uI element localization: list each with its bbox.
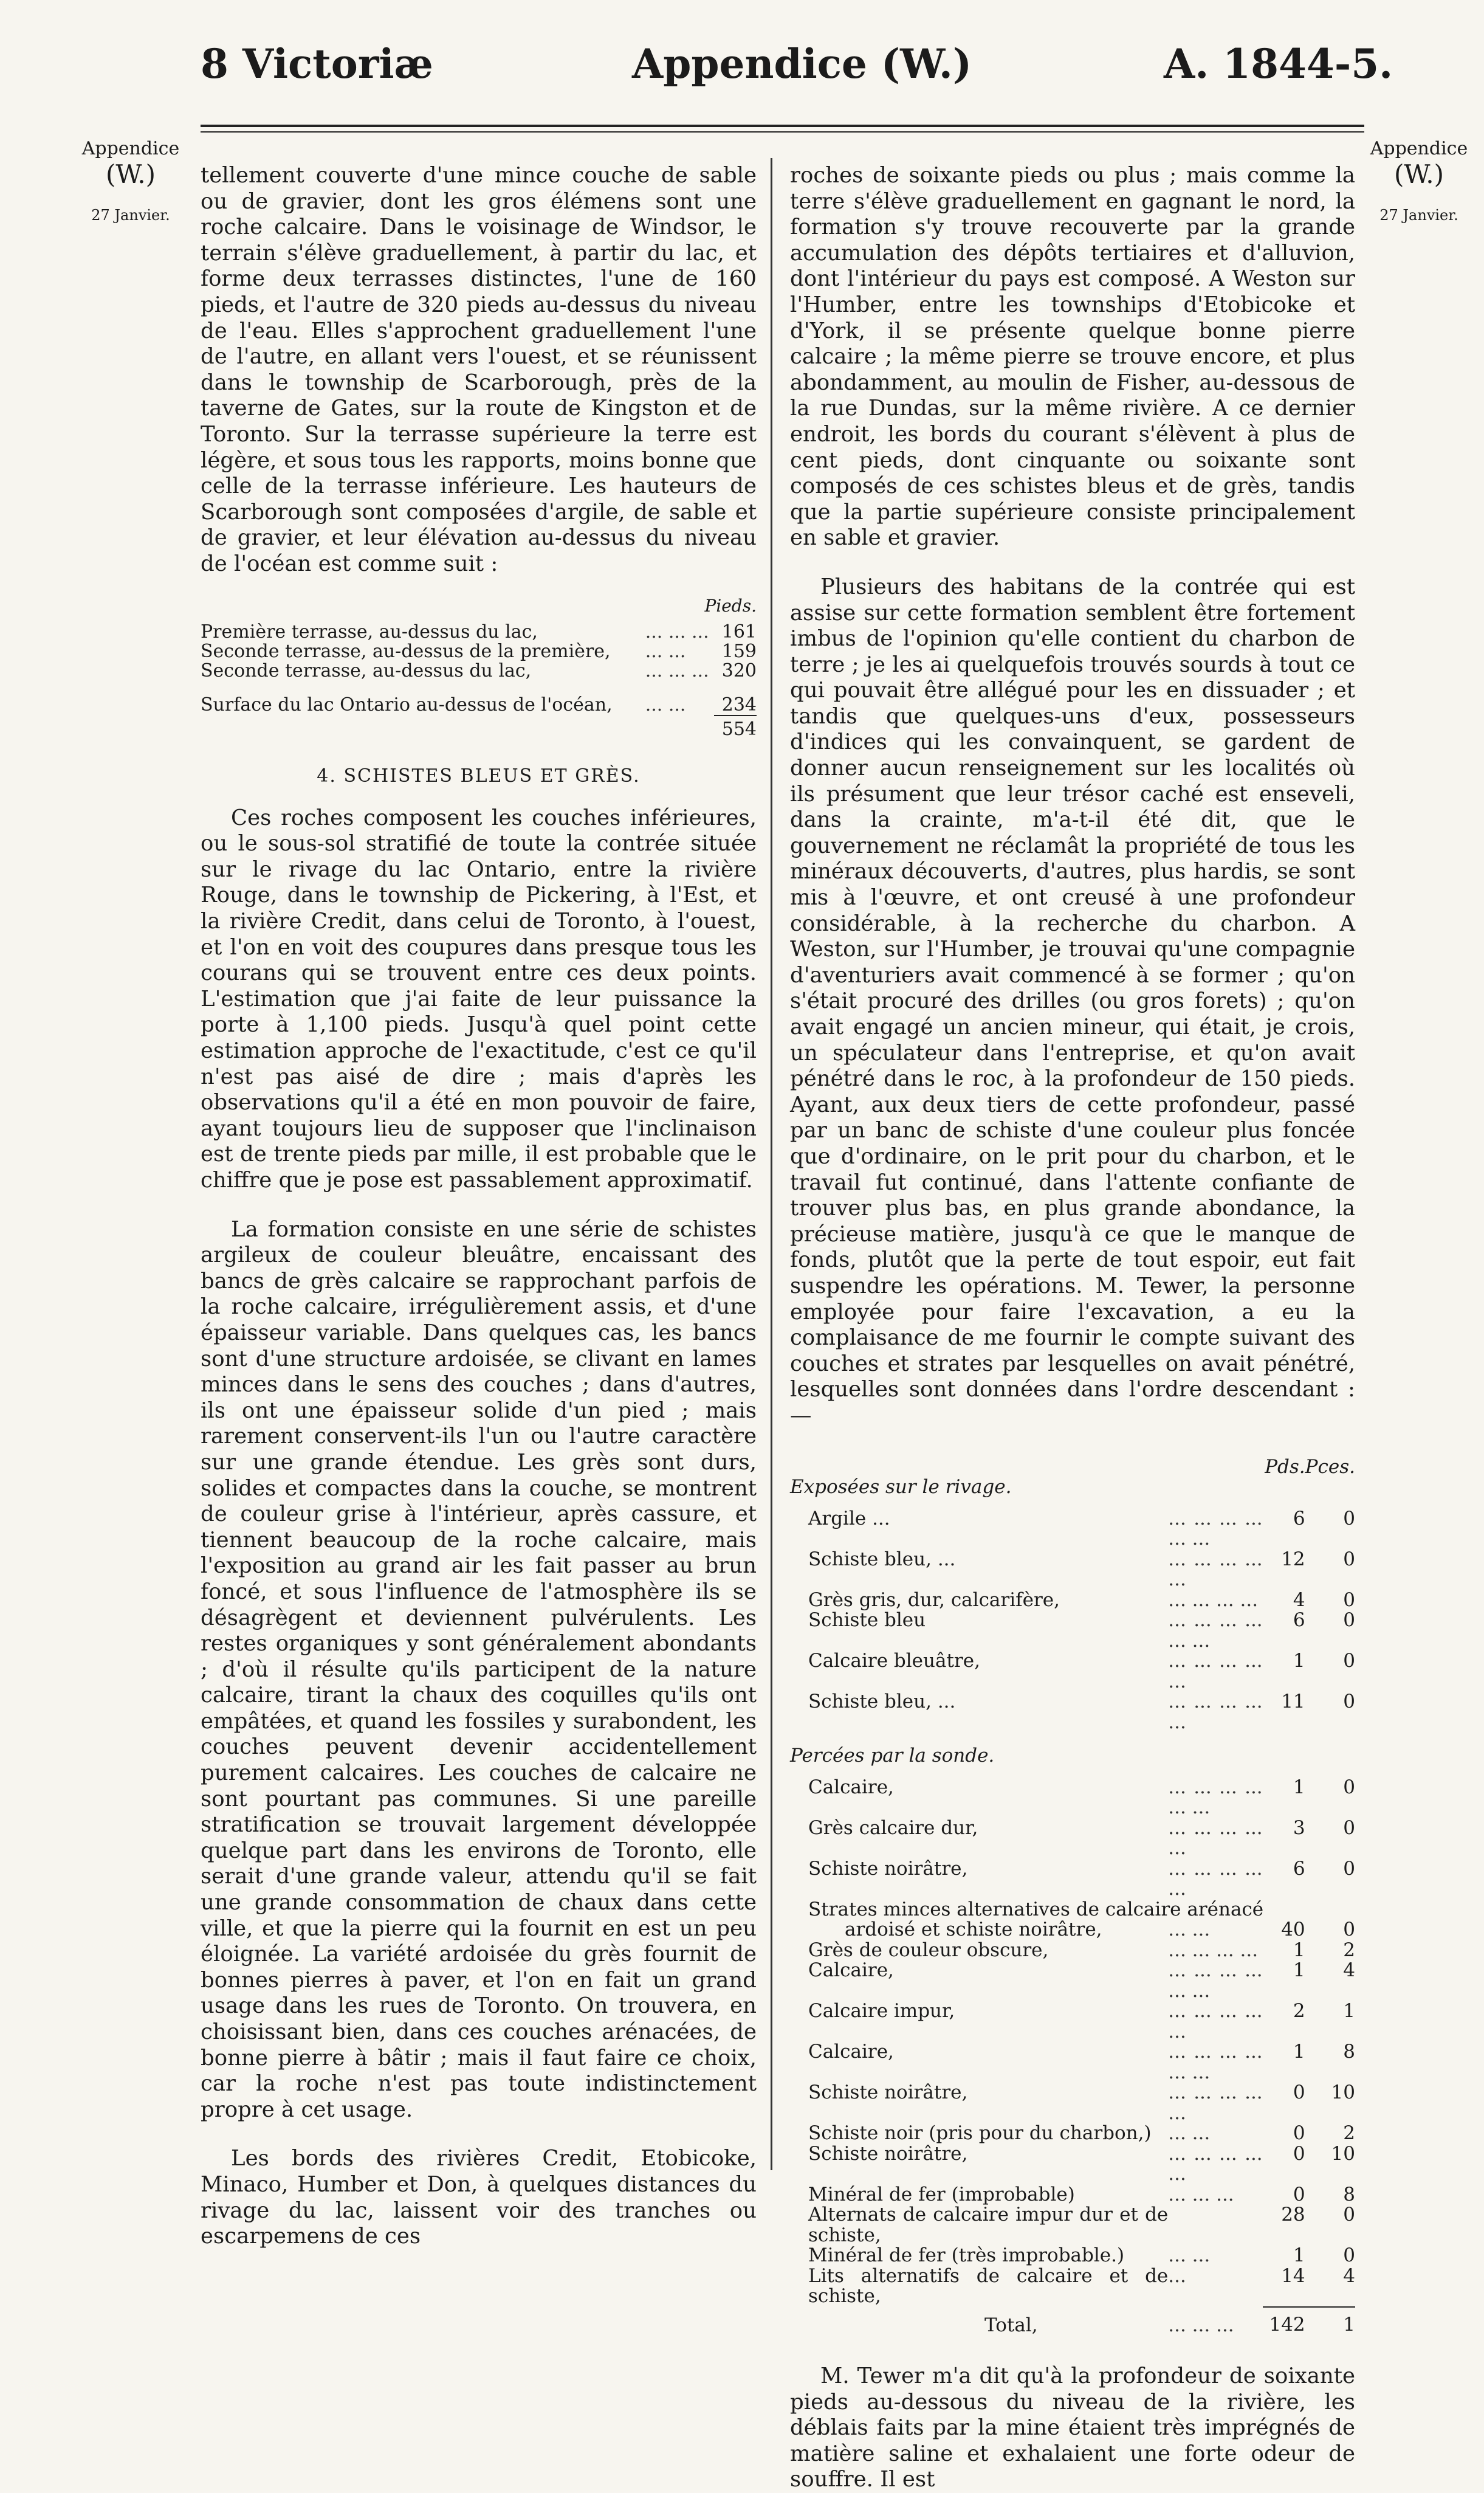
right-column xyxy=(790,163,1355,2493)
row-dots: ... ... ... ... ... xyxy=(1168,2081,1263,2124)
row-inches: 0 xyxy=(1343,1691,1355,1712)
row-label: Calcaire, xyxy=(808,2041,894,2063)
row-label: Minéral de fer (improbable) xyxy=(808,2183,1075,2205)
row-inches: 8 xyxy=(1343,2041,1355,2063)
row-feet: 6 xyxy=(1293,1609,1305,1631)
row-label: Schiste bleu xyxy=(808,1609,926,1631)
row-dots: ... ... ... ... ... ... xyxy=(1168,1507,1263,1550)
section-title: Exposées sur le rivage. xyxy=(790,1476,1012,1498)
table-header-row xyxy=(790,1457,1355,1478)
row-label: Strates minces alternatives de calcaire arénacé xyxy=(808,1898,1264,1920)
row-feet: 12 xyxy=(1281,1548,1305,1570)
col-header-feet: Pds. xyxy=(1265,1455,1305,1478)
row-inches: 0 xyxy=(1343,1650,1355,1672)
row-feet: 6 xyxy=(1293,1507,1305,1529)
row-inches: 0 xyxy=(1343,1548,1355,1570)
table-row xyxy=(201,689,757,715)
table-row-total xyxy=(201,715,757,739)
row-value: 234 xyxy=(721,694,757,716)
row-inches: 10 xyxy=(1331,2142,1355,2165)
col-header-inches: Pces. xyxy=(1305,1455,1355,1478)
row-dots: ... ... ... ... ... xyxy=(1168,2000,1263,2043)
row-dots: ... ... xyxy=(1168,1919,1211,1940)
row-dots: ... ... ... ... ... xyxy=(1168,2142,1263,2185)
row-label: Lits alternatifs de calcaire et de schiste, xyxy=(808,2264,1169,2307)
margin-note-left xyxy=(61,139,201,224)
row-inches: 2 xyxy=(1343,1939,1355,1961)
table-row-total xyxy=(790,2307,1355,2336)
row-dots: ... ... ... ... ... xyxy=(1168,1548,1263,1590)
row-label: Schiste noir (pris pour du charbon,) xyxy=(808,2122,1152,2144)
row-feet: 14 xyxy=(1281,2264,1305,2287)
table-row xyxy=(790,1920,1355,1940)
row-inches: 4 xyxy=(1343,1959,1355,1981)
row-label: Schiste noirâtre, xyxy=(808,2081,968,2103)
margin-label: Appendice xyxy=(1370,138,1468,159)
row-dots: ... ... ... ... ... ... xyxy=(1168,1609,1263,1652)
section-title: Percées par la sonde. xyxy=(790,1745,995,1767)
paragraph: roches de soixante pieds ou plus ; mais comme la terre s'élève graduellement en gagnant le nord, la formation s'y trouve recouverte par la grande accumulation des dépôts tertiaires et d'alluvion, dont l'intérieur du pays est composé. A Weston sur l'Humber, entre les townships d'Etobicoke et d'York, il se présente quelque bonne pierre calcaire ; la même pierre se trouve encore, et plus abondamment, au moulin de Fisher, au-dessous de la rue Dundas, sur la même rivière. A ce dernier endroit, les bords du courant s'élèvent à plus de cent pieds, dont cinquante ou soixante sont composés de ces schistes bleus et de grès, tandis que la partie supérieure consiste principalement en sable et gravier. xyxy=(790,163,1355,551)
header-session: 8 Victoriæ xyxy=(201,40,433,88)
header-appendix: Appendice (W.) xyxy=(632,40,972,88)
row-dots: ... ... xyxy=(645,694,686,716)
row-inches: 4 xyxy=(1343,2264,1355,2287)
row-feet: 28 xyxy=(1281,2204,1305,2226)
row-label: Schiste noirâtre, xyxy=(808,2142,968,2165)
row-inches: 0 xyxy=(1343,1857,1355,1880)
row-feet: 1 xyxy=(1293,2244,1305,2266)
row-inches: 1 xyxy=(1343,2000,1355,2022)
row-inches: 0 xyxy=(1343,1776,1355,1798)
margin-date: 27 Janvier. xyxy=(1379,206,1458,224)
table-row xyxy=(790,2266,1355,2307)
table-row xyxy=(790,1778,1355,1818)
row-total: 554 xyxy=(714,715,757,739)
table-row xyxy=(790,1900,1355,1920)
row-inches: 0 xyxy=(1343,1588,1355,1611)
row-dots: ... ... ... xyxy=(1168,2183,1234,2205)
row-dots xyxy=(1168,2205,1262,2246)
section-heading: 4. SCHISTES BLEUS ET GRÈS. xyxy=(317,765,641,787)
row-dots: ... ... ... ... ... ... xyxy=(1168,1776,1263,1818)
table-row xyxy=(201,622,757,642)
table-row xyxy=(790,2144,1355,2185)
heights-unit-header: Pieds. xyxy=(704,595,757,616)
table-row xyxy=(790,2205,1355,2246)
row-label: Schiste noirâtre, xyxy=(808,1857,968,1880)
row-dots: ... ... ... ... xyxy=(1168,1939,1259,1961)
row-dots: ... ... ... ... ... xyxy=(1168,1650,1263,1692)
row-value: 159 xyxy=(721,641,757,663)
row-feet: 1 xyxy=(1293,1650,1305,1672)
table-row xyxy=(790,2185,1355,2205)
row-feet: 0 xyxy=(1293,2122,1305,2144)
row-label: Calcaire, xyxy=(808,1959,894,1981)
header-year: A. 1844-5. xyxy=(1164,40,1393,88)
header-rule xyxy=(201,125,1364,127)
row-label: Seconde terrasse, au-dessus du lac, xyxy=(201,660,532,682)
table-row xyxy=(790,2246,1355,2266)
header-rule-thin xyxy=(201,131,1364,133)
margin-label: Appendice xyxy=(81,138,180,159)
total-inches: 1 xyxy=(1305,2307,1355,2336)
row-feet: 1 xyxy=(1293,1939,1305,1961)
total-label: Total, xyxy=(984,2314,1038,2336)
paragraph: Les bords des rivières Credit, Etobicoke, Minaco, Humber et Don, à quelques distances du rivage du lac, laissent voir des tranches ou escarpemens de ces xyxy=(201,2146,757,2249)
row-label: Calcaire impur, xyxy=(808,2000,955,2022)
row-feet: 11 xyxy=(1281,1691,1305,1712)
margin-letter: (W.) xyxy=(106,159,156,189)
row-feet: 40 xyxy=(1281,1919,1305,1940)
paragraph: Plusieurs des habitans de la contrée qui est assise sur cette formation semblent être fortement imbus de l'opinion qu'elle contient du charbon de terre ; je les ai quelquefois trouvés sourds à tout ce qui pouvait être allégué pour les en dissuader ; et tandis que quelques-uns d'eux, possesseurs d'indices qui les convainquent, se gardent de donner aucun renseignement sur les localités où ils présument que leur trésor caché est enseveli, dans la crainte, m'a-t-il été dit, que le gouvernement ne réclamât la propriété de tous les minéraux découverts, d'autres, plus hardis, se sont mis à l'œuvre, et ont creusé à une profondeur considérable, à la recherche du charbon. A Weston, sur l'Humber, je trouvai qu'une compagnie d'aventuriers avait commencé à se former ; qu'on s'était procuré des drilles (ou gros forets) ; qu'on avait engagé un ancien mineur, qui était, je crois, un spéculateur dans l'entreprise, et qu'on avait pénétré dans le roc, à la profondeur de 150 pieds. Ayant, aux deux tiers de cette profondeur, passé par un banc de schiste d'une couleur plus foncée que d'ordinaire, on le prit pour du charbon, et le travail fut continué, dans l'attente confiante de trouver plus bas, en plus grande abondance, la précieuse matière, jusqu'à ce que le manque de fonds, plutôt que la perte de tout espoir, eut fait suspendre les opérations. M. Tewer, la personne employée pour faire l'excavation, a eu la complaisance de me fournir le compte suivant des couches et strates par lesquelles on avait pénétré, lesquelles sont données dans l'ordre descendant :— xyxy=(790,574,1355,1428)
table-row xyxy=(790,1859,1355,1900)
row-dots: ... ... ... ... ... ... xyxy=(1168,2041,1263,2083)
row-label: Schiste bleu, ... xyxy=(808,1548,956,1570)
row-dots: ... ... ... ... ... ... xyxy=(1168,1959,1263,2002)
row-label: Calcaire bleuâtre, xyxy=(808,1650,980,1672)
row-label: Grès de couleur obscure, xyxy=(808,1939,1049,1961)
row-inches: 0 xyxy=(1343,1816,1355,1839)
table-row xyxy=(790,2001,1355,2042)
strata-table xyxy=(790,1457,1355,2336)
table-row xyxy=(790,2042,1355,2083)
row-label: Première terrasse, au-dessus du lac, xyxy=(201,621,538,643)
table-row xyxy=(790,1509,1355,1550)
row-label: Calcaire, xyxy=(808,1776,894,1798)
total-feet: 142 xyxy=(1263,2307,1305,2336)
row-feet: 0 xyxy=(1293,2081,1305,2103)
row-dots: ... ... xyxy=(1168,2244,1211,2266)
row-feet: 6 xyxy=(1293,1857,1305,1880)
row-inches: 2 xyxy=(1343,2122,1355,2144)
row-dots: ... ... ... xyxy=(645,660,709,682)
row-dots: ... ... ... ... ... xyxy=(1168,1691,1263,1733)
column-divider xyxy=(771,158,772,2170)
row-inches: 8 xyxy=(1343,2183,1355,2205)
total-dots: ... ... ... xyxy=(1168,2314,1234,2336)
table-row xyxy=(790,1550,1355,1590)
margin-date: 27 Janvier. xyxy=(91,206,170,224)
row-label: ardoisé et schiste noirâtre, xyxy=(845,1919,1102,1940)
margin-note-right xyxy=(1361,139,1477,224)
row-feet: 4 xyxy=(1293,1588,1305,1611)
heights-table xyxy=(201,622,757,739)
table-row xyxy=(790,1610,1355,1651)
row-dots: ... ... ... xyxy=(645,621,709,643)
row-inches: 10 xyxy=(1331,2081,1355,2103)
row-dots: ... ... xyxy=(645,641,686,663)
paragraph: Ces roches composent les couches inférieures, ou le sous-sol stratifié de toute la contrée située sur le rivage du lac Ontario, entre la rivière Rouge, dans le township de Pickering, à l'Est, et la rivière Credit, dans celui de Toronto, à l'ouest, et l'on en voit des coupures dans presque tous les courans qui se trouvent entre ces deux points. L'estimation que j'ai faite de leur puissance la porte à 1,100 pieds. Jusqu'à quel point cette estimation approche de l'exactitude, c'est ce qu'il n'est pas aisé de dire ; mais d'après les observations qu'il a été en mon pouvoir de faire, ayant toujours lieu de supposer que l'inclinaison est de trente pieds par mille, il est probable que le chiffre que je pose est passablement approximatif. xyxy=(201,805,757,1193)
row-label: Grès calcaire dur, xyxy=(808,1816,978,1839)
row-feet: 1 xyxy=(1293,1959,1305,1981)
row-feet: 1 xyxy=(1293,2041,1305,2063)
row-label: Schiste bleu, ... xyxy=(808,1691,956,1712)
left-column xyxy=(201,163,757,2250)
row-inches: 0 xyxy=(1343,1609,1355,1631)
paragraph: M. Tewer m'a dit qu'à la profondeur de soixante pieds au-dessous du niveau de la rivière, les déblais faits par la mine étaient très imprégnés de matière saline et exhalaient une forte odeur de souffre. Il est xyxy=(790,2364,1355,2492)
table-row xyxy=(790,1692,1355,1733)
paragraph: tellement couverte d'une mince couche de sable ou de gravier, dont les gros élémens sont une roche calcaire. Dans le voisinage de Windsor, le terrain s'élève graduellement, à partir du lac, et forme deux terrasses distinctes, l'une de 160 pieds, et l'autre de 320 pieds au-dessus du niveau de l'eau. Elles s'approchent graduellement l'une de l'autre, en allant vers l'ouest, et se réunissent dans le township de Scarborough, près de la taverne de Gates, sur la route de Kingston et de Toronto. Sur la terrasse supérieure la terre est légère, et sous tous les rapports, moins bonne que celle de la terrasse inférieure. Les hauteurs de Scarborough sont composées d'argile, de sable et de gravier, et leur élévation au-dessus du niveau de l'océan est comme suit : xyxy=(201,163,757,576)
row-feet: 3 xyxy=(1293,1816,1305,1839)
row-value: 320 xyxy=(721,660,757,682)
table-row xyxy=(201,661,757,681)
row-value: 161 xyxy=(721,621,757,643)
row-label: Minéral de fer (très improbable.) xyxy=(808,2244,1125,2266)
table-row xyxy=(790,1590,1355,1611)
table-row xyxy=(790,2083,1355,2123)
row-dots: ... ... xyxy=(1168,2122,1211,2144)
row-feet: 0 xyxy=(1293,2183,1305,2205)
row-dots: ... ... ... ... ... xyxy=(1168,1816,1263,1859)
row-inches: 0 xyxy=(1343,1507,1355,1529)
row-label: Surface du lac Ontario au-dessus de l'océan, xyxy=(201,694,613,716)
row-inches: 0 xyxy=(1343,1919,1355,1940)
row-feet: 1 xyxy=(1293,1776,1305,1798)
row-feet: 2 xyxy=(1293,2000,1305,2022)
row-dots: ... ... ... ... xyxy=(1168,1588,1259,1611)
table-row xyxy=(790,1818,1355,1859)
table-row xyxy=(790,2123,1355,2144)
row-dots: ... ... ... ... ... xyxy=(1168,1857,1263,1900)
row-label: Argile ... xyxy=(808,1507,890,1529)
table-row xyxy=(790,1651,1355,1692)
row-inches: 0 xyxy=(1343,2244,1355,2266)
margin-letter: (W.) xyxy=(1394,159,1444,189)
table-row xyxy=(201,642,757,661)
row-inches: 0 xyxy=(1343,2204,1355,2226)
table-row xyxy=(790,1960,1355,2001)
row-feet: 0 xyxy=(1293,2142,1305,2165)
row-label: Seconde terrasse, au-dessus de la première, xyxy=(201,641,611,663)
paragraph: La formation consiste en une série de schistes argileux de couleur bleuâtre, encaissant des bancs de grès calcaire se rapprochant parfois de la roche calcaire, irrégulièrement assis, et d'une épaisseur variable. Dans quelques cas, les bancs sont d'une structure ardoisée, se clivant en lames minces dans le sens des couches ; dans d'autres, ils ont une épaisseur solide d'un pied ; mais rarement conservent-ils l'un ou l'autre caractère sur une grande étendue. Les grès sont durs, solides et compactes dans la couche, se montrent de couleur grise à l'intérieur, après cassure, et tiennent beaucoup de la roche calcaire, mais l'exposition au grand air les fait passer au brun foncé, et sous l'influence de l'atmosphère ils se désagrègent et deviennent pulvérulents. Les restes organiques y sont généralement abondants ; d'où il résulte qu'ils participent de la nature calcaire, tirant la chaux des coquilles qu'ils ont empâtées, et quand les fossiles y surabondent, les couches peuvent devenir accidentellement purement calcaires. Les couches de calcaire ne sont pourtant pas communes. Si une pareille stratification se trouvait largement développée quelque part dans les environs de Toronto, elle serait d'une grande valeur, attendu qu'il se fait une grande consommation de chaux dans cette ville, et que la pierre qui la fournit en est un peu éloignée. La variété ardoisée du grès fournit de bonnes pierres à paver, et l'on en fait un grand usage dans les rues de Toronto. On trouvera, en choisissant bien, dans ces couches arénacées, de bonne pierre à bâtir ; mais il faut faire ce choix, car la roche n'est pas toute indistinctement propre à cet usage. xyxy=(201,1216,757,2122)
row-dots: ... xyxy=(1168,2264,1186,2287)
row-label: Alternats de calcaire impur dur et de schiste, xyxy=(808,2204,1169,2246)
row-label: Grès gris, dur, calcarifère, xyxy=(808,1588,1060,1611)
table-row xyxy=(790,1940,1355,1961)
